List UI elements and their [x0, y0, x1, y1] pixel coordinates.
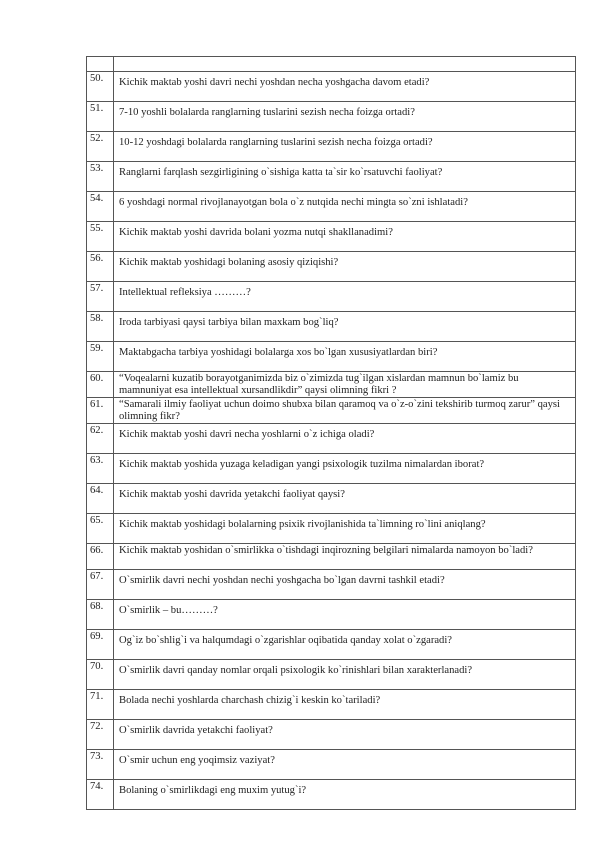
table-row — [87, 282, 576, 312]
question-number: 64. — [87, 484, 114, 514]
questions-table-body — [87, 57, 576, 810]
question-number: 55. — [87, 222, 114, 252]
question-text: 7-10 yoshli bolalarda ranglarning tuslarini sezish necha foizga ortadi? — [114, 102, 576, 132]
question-number: 74. — [87, 780, 114, 810]
table-row — [87, 660, 576, 690]
question-text: “Samarali ilmiy faoliyat uchun doimo shubxa bilan qaramoq va o`z-o`zini tekshirib turmoq zarur” qaysi olimning fikr? — [114, 398, 576, 424]
question-number: 51. — [87, 102, 114, 132]
question-text: Kichik maktab yoshi davrida yetakchi faoliyat qaysi? — [114, 484, 576, 514]
question-number: 66. — [87, 544, 114, 570]
question-text: 10-12 yoshdagi bolalarda ranglarning tuslarini sezish necha foizga ortadi? — [114, 132, 576, 162]
question-number: 73. — [87, 750, 114, 780]
table-row — [87, 342, 576, 372]
question-text: Iroda tarbiyasi qaysi tarbiya bilan maxkam bog`liq? — [114, 312, 576, 342]
table-row — [87, 780, 576, 810]
table-row — [87, 162, 576, 192]
question-number: 62. — [87, 424, 114, 454]
question-number: 71. — [87, 690, 114, 720]
question-number: 50. — [87, 72, 114, 102]
question-text: Kichik maktab yoshida yuzaga keladigan yangi psixologik tuzilma nimalardan iborat? — [114, 454, 576, 484]
question-number: 52. — [87, 132, 114, 162]
question-text: O`smirlik davri nechi yoshdan nechi yoshgacha bo`lgan davrni tashkil etadi? — [114, 570, 576, 600]
question-text: Ranglarni farqlash sezgirligining o`sishiga katta ta`sir ko`rsatuvchi faoliyat? — [114, 162, 576, 192]
table-row — [87, 570, 576, 600]
table-row — [87, 312, 576, 342]
question-number: 58. — [87, 312, 114, 342]
table-row — [87, 484, 576, 514]
question-text: Kichik maktab yoshidan o`smirlikka o`tishdagi inqirozning belgilari nimalarda namoyon bo`ladi? — [114, 544, 576, 570]
question-number: 56. — [87, 252, 114, 282]
question-text: Kichik maktab yoshi davri nechi yoshdan necha yoshgacha davom etadi? — [114, 72, 576, 102]
table-row — [87, 72, 576, 102]
table-header-row — [87, 57, 576, 72]
question-text: “Voqealarni kuzatib borayotganimizda biz o`zimizda tug`ilgan xislardan mamnun bo`lamiz bu mamnuniyat esa intellektual xursandlikdir” qaysi olimning fikri ? — [114, 372, 576, 398]
question-text: Bolada nechi yoshlarda charchash chizig`i keskin ko`tariladi? — [114, 690, 576, 720]
question-text: Maktabgacha tarbiya yoshidagi bolalarga xos bo`lgan xususiyatlardan biri? — [114, 342, 576, 372]
header-num-cell — [87, 57, 114, 72]
question-number: 72. — [87, 720, 114, 750]
table-row — [87, 750, 576, 780]
table-row — [87, 544, 576, 570]
table-row — [87, 372, 576, 398]
question-number: 65. — [87, 514, 114, 544]
question-number: 63. — [87, 454, 114, 484]
table-row — [87, 514, 576, 544]
question-number: 59. — [87, 342, 114, 372]
question-number: 68. — [87, 600, 114, 630]
question-text: O`smirlik – bu………? — [114, 600, 576, 630]
question-text: Bolaning o`smirlikdagi eng muxim yutug`i? — [114, 780, 576, 810]
question-number: 60. — [87, 372, 114, 398]
question-text: O`smirlik davri qanday nomlar orqali psixologik ko`rinishlari bilan xarakterlanadi? — [114, 660, 576, 690]
table-row — [87, 630, 576, 660]
question-number: 54. — [87, 192, 114, 222]
table-row — [87, 398, 576, 424]
question-text: Intellektual refleksiya ………? — [114, 282, 576, 312]
table-row — [87, 454, 576, 484]
table-row — [87, 690, 576, 720]
table-row — [87, 102, 576, 132]
question-text: Kichik maktab yoshidagi bolaning asosiy qiziqishi? — [114, 252, 576, 282]
questions-table — [86, 56, 576, 810]
table-row — [87, 424, 576, 454]
table-row — [87, 192, 576, 222]
table-row — [87, 132, 576, 162]
question-text: O`smirlik davrida yetakchi faoliyat? — [114, 720, 576, 750]
question-text: Kichik maktab yoshi davrida bolani yozma nutqi shakllanadimi? — [114, 222, 576, 252]
header-text-cell — [114, 57, 576, 72]
question-number: 69. — [87, 630, 114, 660]
question-text: 6 yoshdagi normal rivojlanayotgan bola o`z nutqida nechi mingta so`zni ishlatadi? — [114, 192, 576, 222]
question-text: Og`iz bo`shlig`i va halqumdagi o`zgarishlar oqibatida qanday xolat o`zgaradi? — [114, 630, 576, 660]
question-number: 67. — [87, 570, 114, 600]
question-number: 53. — [87, 162, 114, 192]
table-row — [87, 600, 576, 630]
question-number: 70. — [87, 660, 114, 690]
table-row — [87, 720, 576, 750]
question-text: Kichik maktab yoshidagi bolalarning psixik rivojlanishida ta`limning ro`lini aniqlang? — [114, 514, 576, 544]
question-text: Kichik maktab yoshi davri necha yoshlarni o`z ichiga oladi? — [114, 424, 576, 454]
question-number: 61. — [87, 398, 114, 424]
table-row — [87, 252, 576, 282]
question-number: 57. — [87, 282, 114, 312]
question-text: O`smir uchun eng yoqimsiz vaziyat? — [114, 750, 576, 780]
table-row — [87, 222, 576, 252]
